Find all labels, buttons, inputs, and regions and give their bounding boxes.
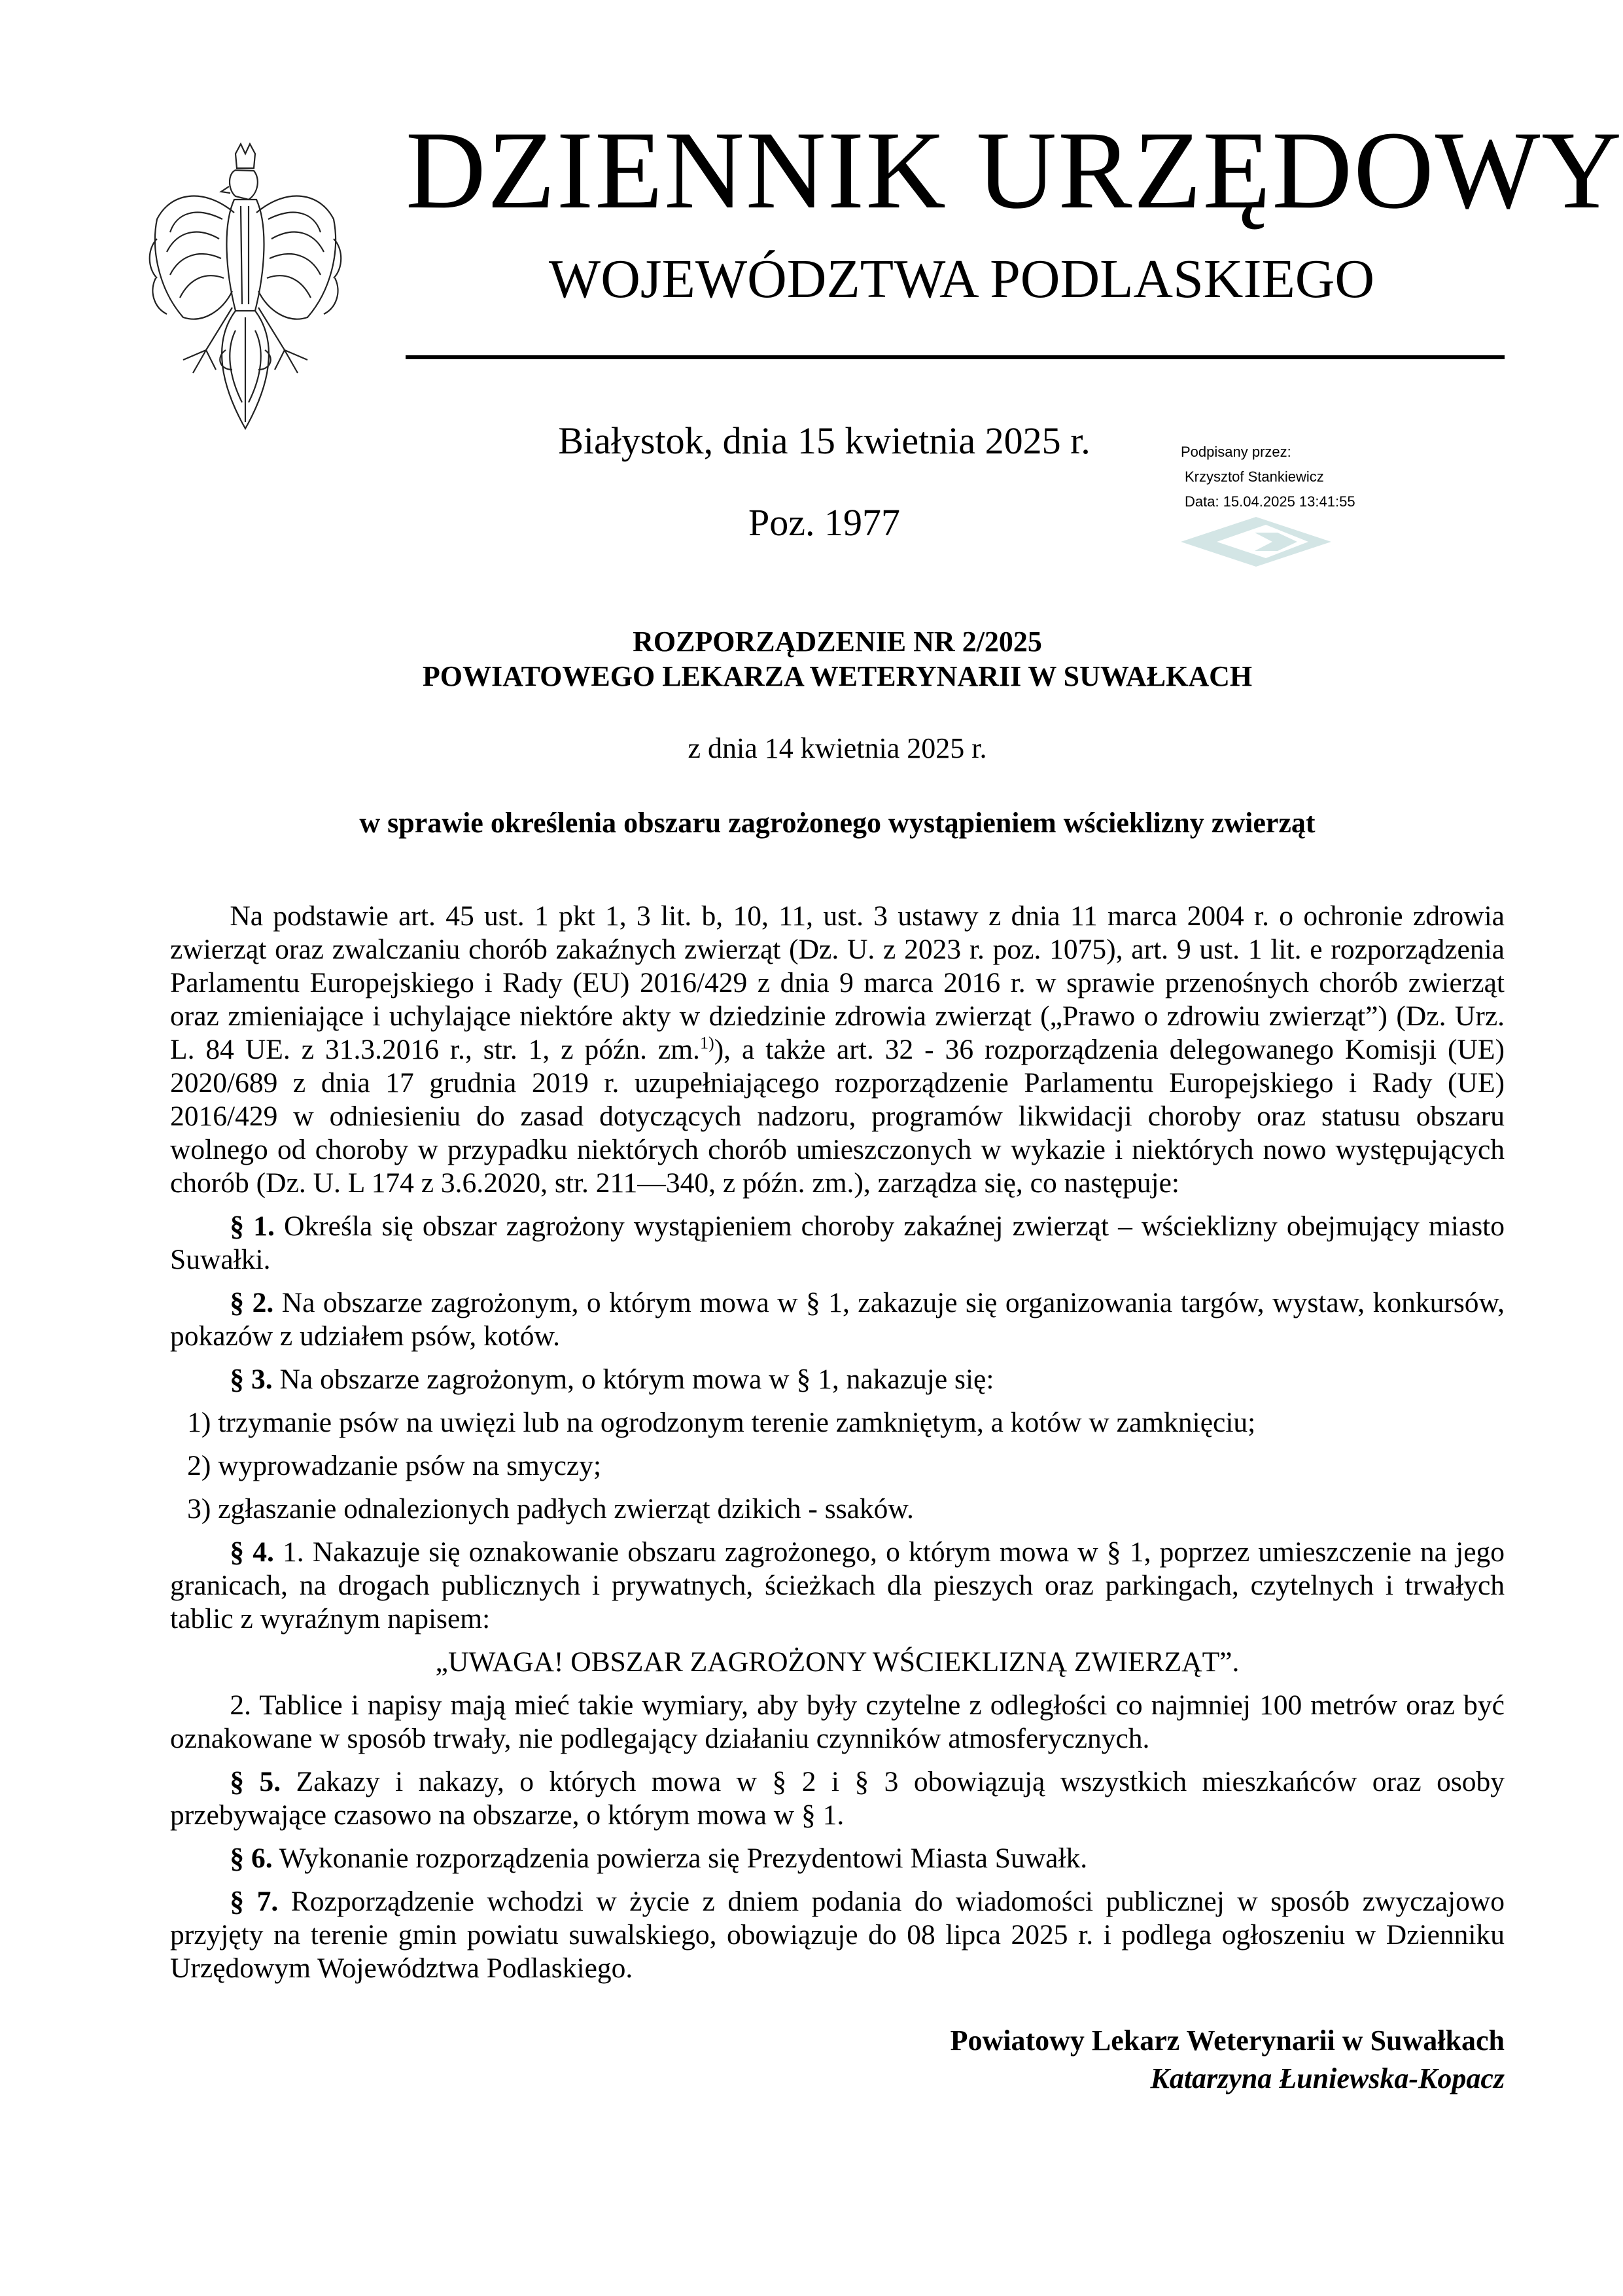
journal-subtitle: WOJEWÓDZTWA PODLASKIEGO bbox=[548, 249, 1375, 309]
section-mark: § 6. bbox=[230, 1843, 273, 1874]
position-number: Poz. 1977 bbox=[748, 501, 900, 544]
section-1: § 1. Określa się obszar zagrożony wystąpieniem choroby zakaźnej zwierząt – wścieklizny obejmujący miasto Suwałki. bbox=[170, 1210, 1505, 1275]
signature-date: Data: 15.04.2025 13:41:55 bbox=[1185, 493, 1355, 510]
section-mark: § 7. bbox=[230, 1886, 279, 1917]
section-mark: § 5. bbox=[230, 1766, 281, 1797]
act-subject: w sprawie określenia obszaru zagrożonego wystąpieniem wścieklizny zwierząt bbox=[359, 807, 1316, 839]
section-mark: § 2. bbox=[230, 1287, 274, 1318]
masthead-divider bbox=[406, 355, 1505, 359]
footnote-reference[interactable]: 1) bbox=[699, 1033, 714, 1053]
signature-signer: Krzysztof Stankiewicz bbox=[1185, 468, 1324, 485]
e-signature-stamp-icon bbox=[1181, 517, 1331, 569]
list-item: 2) wyprowadzanie psów na smyczy; bbox=[187, 1450, 602, 1481]
list-item: 3) zgłaszanie odnalezionych padłych zwierząt dzikich - ssaków. bbox=[187, 1493, 914, 1525]
section-mark: § 4. bbox=[230, 1536, 274, 1568]
section-4: § 4. 1. Nakazuje się oznakowanie obszaru zagrożonego, o którym mowa w § 1, poprzez umieszczenie na jego granicach, na drogach publicznych i prywatnych, ścieżkach dla pieszych oraz parkingach, czytelnych i trwałych tablic z wyraźnym napisem: bbox=[170, 1536, 1505, 1634]
act-title-authority: POWIATOWEGO LEKARZA WETERYNARII W SUWAŁKACH bbox=[422, 660, 1253, 692]
section-4-paragraph-2: 2. Tablice i napisy mają mieć takie wymiary, aby były czytelne z odległości co najmniej 100 metrów oraz być oznakowane w sposób trwały, nie podlegający działaniu czynników atmosferycznych. bbox=[170, 1689, 1505, 1754]
act-date: z dnia 14 kwietnia 2025 r. bbox=[688, 732, 987, 764]
place-and-date: Białystok, dnia 15 kwietnia 2025 r. bbox=[558, 419, 1091, 462]
signatory-name: Katarzyna Łuniewska-Kopacz bbox=[1150, 2062, 1505, 2094]
signoff bbox=[720, 2022, 1505, 2098]
section-mark: § 1. bbox=[230, 1210, 275, 1242]
polish-eagle-emblem-icon bbox=[144, 141, 347, 435]
section-mark: § 3. bbox=[230, 1364, 273, 1395]
section-3: § 3. Na obszarze zagrożonym, o którym mowa w § 1, nakazuje się: bbox=[230, 1364, 994, 1395]
act-title-number: ROZPORZĄDZENIE NR 2/2025 bbox=[633, 626, 1042, 658]
section-7: § 7. Rozporządzenie wchodzi w życie z dniem podania do wiadomości publicznej w sposób zwyczajowo przyjęty na terenie gmin powiatu suwalskiego, obowiązuje do 08 lipca 2025 r. i podlega ogłoszeniu w Dzienniku Urzędowym Województwa Podlaskiego. bbox=[170, 1886, 1505, 1984]
act-body bbox=[170, 900, 1505, 1985]
section-5: § 5. Zakazy i nakazy, o których mowa w § 2 i § 3 obowiązują wszystkich mieszkańców oraz osoby przebywające czasowo na obszarze, o którym mowa w § 1. bbox=[170, 1766, 1505, 1831]
electronic-signature-info bbox=[1181, 440, 1442, 514]
preamble: Na podstawie art. 45 ust. 1 pkt 1, 3 lit. b, 10, 11, ust. 3 ustawy z dnia 11 marca 2004 r. o ochronie zdrowia zwierząt oraz zwalczaniu chorób zakaźnych zwierząt (Dz. U. z 2023 r. poz. 1075), art. 9 ust. 1 lit. e rozporządzenia Parlamentu Europejskiego i Rady (EU) 2016/429 z dnia 9 marca 2016 r. w sprawie przenośnych chorób zwierząt oraz zmieniające i uchylające niektóre akty w dziedzinie zdrowia zwierząt („Prawo o zdrowiu zwierząt”) (Dz. Urz. L. 84 UE. z 31.3.2016 r., str. 1, z późn. zm.$^{1)}$), a także art. 32 - 36 rozporządzenia delegowanego Komisji (UE) 2020/689 z dnia 17 grudnia 2019 r. uzupełniającego rozporządzenie Parlamentu Europejskiego i Rady (UE) 2016/429 w odniesieniu do zasad dotyczących nadzoru, programów likwidacji choroby oraz statusu obszaru wolnego od choroby w przypadku niektórych chorób umieszczonych w wykazie i niektórych nowo występujących chorób (Dz. U. L 174 z 3.6.2020, str. 211—340, z późn. zm.), zarządza się, co następuje: bbox=[170, 900, 1505, 1199]
section-6: § 6. Wykonanie rozporządzenia powierza się Prezydentowi Miasta Suwałk. bbox=[230, 1843, 1088, 1874]
signatory-role: Powiatowy Lekarz Weterynarii w Suwałkach bbox=[950, 2024, 1505, 2057]
signature-label: Podpisany przez: bbox=[1181, 444, 1291, 460]
section-2: § 2. Na obszarze zagrożonym, o którym mowa w § 1, zakazuje się organizowania targów, wystaw, konkursów, pokazów z udziałem psów, kotów. bbox=[170, 1287, 1505, 1352]
warning-sign-text: „UWAGA! OBSZAR ZAGROŻONY WŚCIEKLIZNĄ ZWIERZĄT”. bbox=[435, 1646, 1240, 1678]
journal-title: DZIENNIK URZĘDOWY bbox=[406, 109, 1623, 232]
list-item: 1) trzymanie psów na uwięzi lub na ogrodzonym terenie zamkniętym, a kotów w zamknięciu; bbox=[187, 1407, 1256, 1438]
